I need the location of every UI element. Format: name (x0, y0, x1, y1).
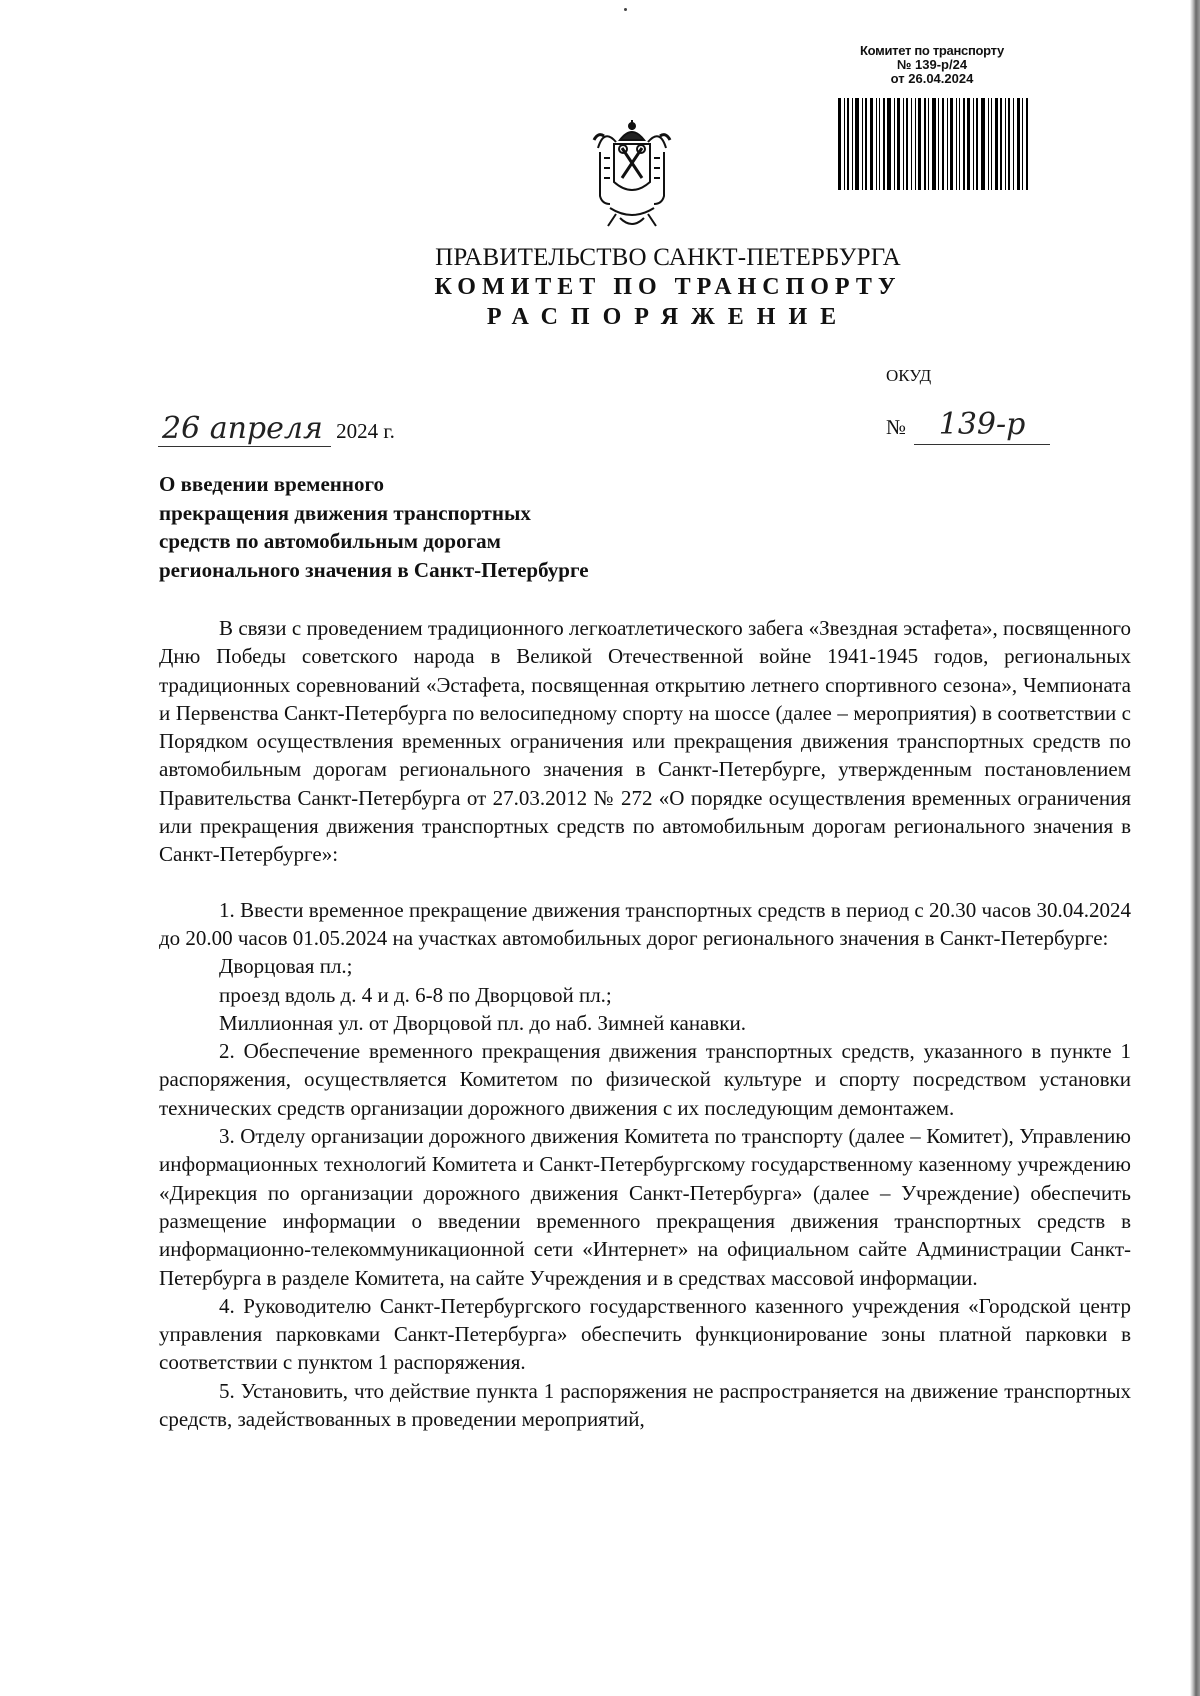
registration-stamp (832, 44, 1032, 86)
barcode-bar (1013, 98, 1014, 190)
barcode-bar (852, 98, 853, 190)
barcode-bar (1005, 98, 1006, 190)
barcode-bar (1017, 98, 1020, 190)
barcode-bar (938, 98, 939, 190)
barcode-bar (1008, 98, 1010, 190)
barcode-bar (959, 98, 960, 190)
barcode-bar (887, 98, 891, 190)
item-4-paragraph: 4. Руководителю Санкт-Петербургского государственного казенного учреждения «Городской центр управления парковками Санкт-Петербурга» обеспечить функционирование зоны платной парковки в соответствии с пунктом 1 распоряжения. (159, 1293, 1131, 1375)
street-list-item: Дворцовая пл.; (219, 954, 353, 979)
barcode-bar (924, 98, 926, 190)
barcode-bar (988, 98, 989, 190)
title-line: регионального значения в Санкт-Петербурге (159, 557, 589, 582)
street-list-item: проезд вдоль д. 4 и д. 6-8 по Дворцовой пл.; (219, 982, 612, 1007)
barcode-bar (879, 98, 880, 190)
street-list-item: Миллионная ул. от Дворцовой пл. до наб. Зимней канавки. (219, 1010, 746, 1035)
item-3-paragraph: 3. Отделу организации дорожного движения Комитета по транспорту (далее – Комитет), Управлению информационных технологий Комитета и Санкт-Петербургскому государственному казенному учреждению «Дирекция по организации дорожного движения Санкт-Петербурга» (далее – Учреждение) обеспечить размещение информации о введении временного прекращения движения транспортных средств в информационно-телекоммуникационной сети «Интернет» на официальном сайте Администрации Санкт-Петербурга в разделе Комитета, на сайте Учреждения и в средствах массовой информации. (159, 1124, 1131, 1290)
document-type: РАСПОРЯЖЕНИЕ (486, 304, 850, 330)
barcode-bar (883, 98, 885, 190)
document-number (886, 408, 1050, 445)
barcode-bar (956, 98, 957, 190)
item-5-paragraph: 5. Установить, что действие пункта 1 распоряжения не распространяется на движение транспортных средств, задействованных в проведении мероприятий, (159, 1378, 1131, 1432)
number-sign: № (886, 415, 907, 439)
barcode-bar (870, 98, 873, 190)
barcode-bar (976, 98, 978, 190)
barcode-bar (932, 98, 936, 190)
okud-label: ОКУД (886, 366, 932, 385)
barcode-bar (844, 98, 845, 190)
barcode-bar (918, 98, 921, 190)
scan-speck (624, 8, 627, 11)
item-2-paragraph: 2. Обеспечение временного прекращения движения транспортных средств, указанного в пункте 1 распоряжения, осуществляется Комитетом по физической культуре и спорту посредством установки технических средств организации дорожного движения с их последующим демонтажем. (159, 1039, 1131, 1120)
handwritten-number: 139-р (938, 407, 1026, 442)
barcode-bar (1022, 98, 1023, 190)
title-line: средств по автомобильным дорогам (159, 529, 501, 553)
item-1-paragraph: 1. Ввести временное прекращение движения транспортных средств в период с 20.30 часов 30.04.2024 до 20.00 часов 01.05.2024 на участках автомобильных дорог регионального значения в Санкт-Петербурге: (159, 897, 1131, 950)
barcode-bar (903, 98, 904, 190)
stamp-line-3: от 26.04.2024 (890, 71, 974, 86)
barcode-bar (906, 98, 908, 190)
barcode-bar (995, 98, 998, 190)
barcode-bar (1000, 98, 1002, 190)
barcode-bar (963, 98, 965, 190)
preamble-paragraph: В связи с проведением традиционного легкоатлетического забега «Звездная эстафета», посвященного Дню Победы советского народа в Великой Отечественной войне 1941-1945 годов, региональных традиционных соревнований «Эстафета, посвященная открытию летнего спортивного сезона», Чемпионата и Первенства Санкт-Петербурга по велосипедному спорту на шоссе (далее – мероприятия) в соответствии с Порядком осуществления временных ограничения или прекращения движения транспортных средств по автомобильным дорогам регионального значения в Санкт-Петербурге, утвержденным постановлением Правительства Санкт-Петербурга от 27.03.2012 № 272 «О порядке осуществления временных ограничения или прекращения движения транспортных средств по автомобильным дорогам регионального значения в Санкт-Петербурге»: (159, 616, 1131, 867)
barcode-bar (865, 98, 867, 190)
stamp-line-1: Комитет по транспорту (860, 43, 1004, 58)
date-year: 2024 г. (336, 419, 395, 443)
barcode-bar (894, 98, 895, 190)
barcode-bar (928, 98, 929, 190)
committee-title: КОМИТЕТ ПО ТРАНСПОРТУ (434, 274, 902, 300)
barcode-bar (876, 98, 877, 190)
stamp-line-2: № 139-р/24 (896, 57, 968, 72)
barcode-bar (942, 98, 944, 190)
barcode-bar (950, 98, 953, 190)
barcode-bar (862, 98, 863, 190)
barcode-bar (981, 98, 985, 190)
barcode-bar (947, 98, 948, 190)
title-line: прекращения движения транспортных (159, 500, 531, 525)
document-title (159, 470, 589, 584)
government-title: ПРАВИТЕЛЬСТВО САНКТ-ПЕТЕРБУРГА (435, 244, 901, 271)
barcode-icon (838, 98, 1028, 190)
barcode-bar (991, 98, 992, 190)
title-line: О введении временного (159, 472, 384, 496)
barcode-bar (847, 98, 849, 190)
barcode-bar (911, 98, 912, 190)
barcode-bar (897, 98, 900, 190)
document-date (158, 411, 395, 447)
barcode-bar (915, 98, 916, 190)
document-body (159, 614, 1131, 1433)
barcode-bar (1026, 98, 1028, 190)
barcode-bar (855, 98, 859, 190)
barcode-bar (973, 98, 974, 190)
barcode-bar (967, 98, 970, 190)
barcode-bar (838, 98, 841, 190)
coat-of-arms-icon (580, 118, 684, 232)
handwritten-date: 26 апреля (162, 411, 323, 446)
